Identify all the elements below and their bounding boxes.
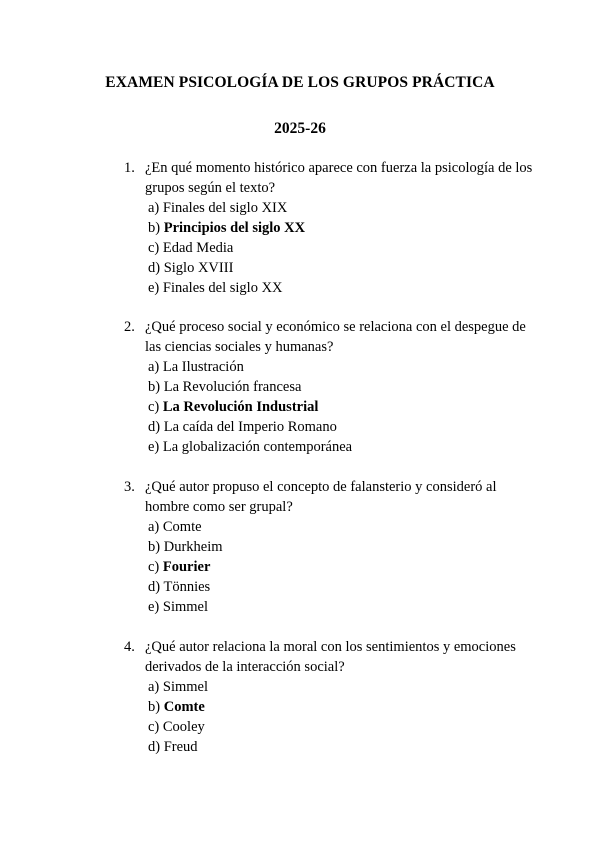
option-d bbox=[148, 417, 544, 437]
option-text: Durkheim bbox=[163, 539, 223, 555]
question-text: ¿En qué momento histórico aparece con fuerza la psicología de los grupos según el texto? bbox=[145, 160, 533, 196]
option-list bbox=[148, 517, 544, 617]
option-a bbox=[148, 357, 544, 377]
option-c-correct bbox=[148, 557, 544, 577]
option-list bbox=[148, 198, 544, 298]
option-text: Simmel bbox=[162, 679, 209, 695]
option-text: Tönnies bbox=[163, 579, 211, 595]
option-a bbox=[148, 198, 544, 218]
option-letter: c) bbox=[148, 399, 160, 415]
option-text: Simmel bbox=[162, 599, 209, 615]
option-text: Freud bbox=[163, 739, 198, 755]
option-c bbox=[148, 238, 544, 258]
question-3 bbox=[124, 477, 544, 617]
option-d bbox=[148, 737, 544, 757]
option-text: La Ilustración bbox=[162, 359, 244, 375]
question-number: 1. bbox=[124, 160, 135, 176]
option-text: Principios del siglo XX bbox=[163, 220, 306, 236]
option-list bbox=[148, 677, 544, 757]
question-text: ¿Qué autor relaciona la moral con los sentimientos y emociones derivados de la interacción social? bbox=[145, 639, 516, 675]
option-b bbox=[148, 377, 544, 397]
option-letter: b) bbox=[148, 220, 161, 236]
option-a bbox=[148, 677, 544, 697]
option-a bbox=[148, 517, 544, 537]
option-letter: c) bbox=[148, 719, 160, 735]
option-list bbox=[148, 357, 544, 457]
option-letter: e) bbox=[148, 439, 160, 455]
option-text: Fourier bbox=[162, 559, 211, 575]
question-number: 2. bbox=[124, 319, 135, 335]
option-text: Cooley bbox=[162, 719, 205, 735]
question-number: 4. bbox=[124, 639, 135, 655]
option-letter: b) bbox=[148, 379, 161, 395]
option-b-correct bbox=[148, 218, 544, 238]
option-e bbox=[148, 597, 544, 617]
option-b-correct bbox=[148, 697, 544, 717]
option-c bbox=[148, 717, 544, 737]
option-text: La globalización contemporánea bbox=[162, 439, 353, 455]
question-text: ¿Qué autor propuso el concepto de falansterio y consideró al hombre como ser grupal? bbox=[145, 479, 497, 515]
option-text: Comte bbox=[163, 699, 205, 715]
option-text: Siglo XVIII bbox=[163, 260, 234, 276]
option-letter: e) bbox=[148, 599, 160, 615]
option-letter: b) bbox=[148, 539, 161, 555]
option-letter: a) bbox=[148, 519, 160, 535]
option-text: La Revolución francesa bbox=[163, 379, 302, 395]
option-letter: b) bbox=[148, 699, 161, 715]
option-d bbox=[148, 258, 544, 278]
exam-year: 2025-26 bbox=[274, 120, 326, 137]
option-e bbox=[148, 437, 544, 457]
question-4 bbox=[124, 637, 544, 757]
question-number: 3. bbox=[124, 479, 135, 495]
page-title: EXAMEN PSICOLOGÍA DE LOS GRUPOS PRÁCTICA bbox=[105, 74, 495, 91]
option-text: Finales del siglo XIX bbox=[162, 200, 288, 216]
option-text: Comte bbox=[162, 519, 202, 535]
option-letter: d) bbox=[148, 579, 161, 595]
option-letter: a) bbox=[148, 359, 160, 375]
option-text: Edad Media bbox=[162, 240, 234, 256]
question-2 bbox=[124, 317, 544, 457]
option-letter: c) bbox=[148, 559, 160, 575]
option-d bbox=[148, 577, 544, 597]
option-letter: d) bbox=[148, 260, 161, 276]
option-letter: d) bbox=[148, 419, 161, 435]
option-b bbox=[148, 537, 544, 557]
option-letter: e) bbox=[148, 280, 160, 296]
option-text: La caída del Imperio Romano bbox=[163, 419, 337, 435]
option-c-correct bbox=[148, 397, 544, 417]
option-text: La Revolución Industrial bbox=[162, 399, 319, 415]
option-text: Finales del siglo XX bbox=[162, 280, 283, 296]
option-letter: a) bbox=[148, 679, 160, 695]
option-letter: a) bbox=[148, 200, 160, 216]
option-e bbox=[148, 278, 544, 298]
option-letter: c) bbox=[148, 240, 160, 256]
question-1 bbox=[124, 158, 544, 298]
question-text: ¿Qué proceso social y económico se relaciona con el despegue de las ciencias sociales y humanas? bbox=[145, 319, 526, 355]
option-letter: d) bbox=[148, 739, 161, 755]
